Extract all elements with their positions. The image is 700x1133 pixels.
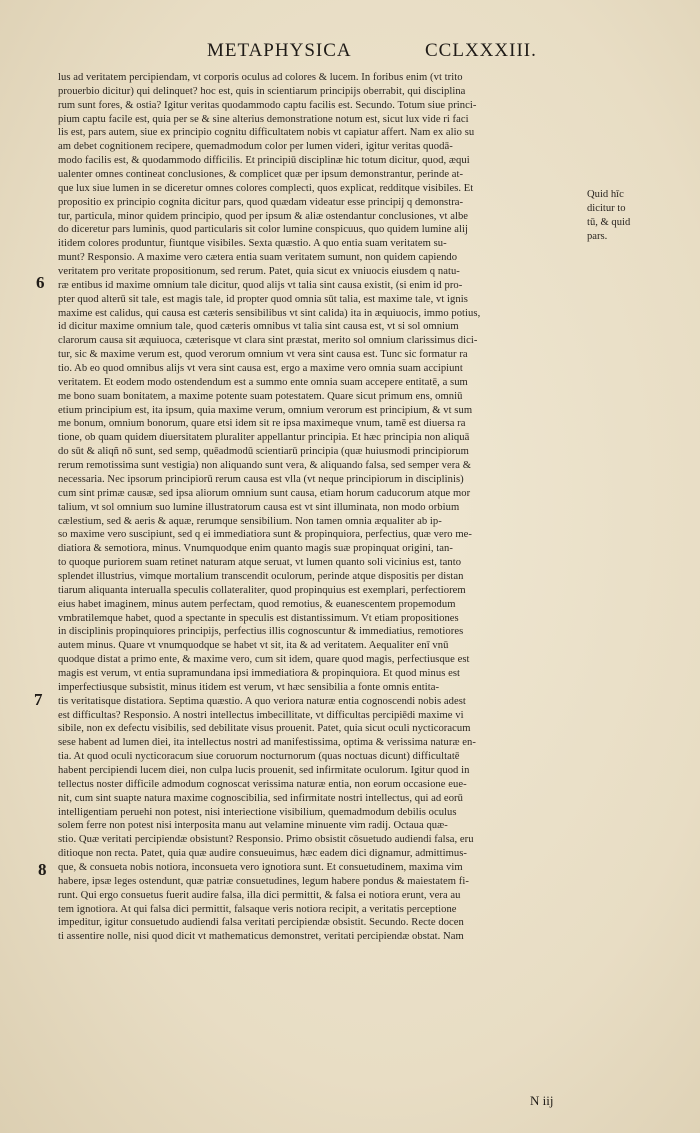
text-line: impeditur, igitur consuetudo audiendi falsa veritati percipiendæ obsistit. Secundo. Recte docen: [58, 917, 464, 929]
text-line: ti assentire nolle, nisi quod dicit vt mathematicus demonstret, veritati percipiendæ obstat. Nam: [58, 931, 464, 943]
text-line: clarorum causa sit æquiuoca, cæterisque vt clara sint præstat, merito sol omnium clarissimus dici-: [58, 335, 478, 347]
text-line: prouerbio dicitur) qui delinquet? hoc est, quis in scientiarum principijs oberrabit, qui disciplina: [58, 85, 466, 97]
marginal-note-line: pars.: [587, 230, 608, 242]
text-line: cum sint primæ causæ, sed ipsa aliorum omnium sunt causa, etiam horum caducorum atque mor: [58, 487, 471, 499]
folio-number: CCLXXXIII.: [425, 40, 537, 61]
text-line: in disciplinis propinquiores principijs, perfectius illis cognoscuntur & immediatius, remotiores: [58, 626, 464, 638]
text-line: ræ entibus id maxime omnium tale dicitur, quod alijs vt talia sint causa existit, (si enim id pro-: [58, 279, 463, 291]
text-line: sibile, non ex defectu visibilis, sed debilitate visus prouenit. Patet, quia sicut oculi nycticoracum: [58, 723, 471, 735]
text-line: que lux siue lumen in se diceretur omnes colores complecti, quos explicat, redditque visibiles. Et: [58, 182, 474, 194]
text-line: propositio ex principio cognita dicitur pars, quod quædam videatur esse principij q demonstra-: [58, 196, 464, 208]
text-line: tellectus noster difficile admodum cognoscat verissima naturæ entia, non eorum occasione eue-: [58, 778, 467, 790]
text-line: pium captu facile est, quia per se & sine alterius demonstratione notum est, sicut lux vide ri faci: [58, 113, 469, 125]
text-line: me bono suam bonitatem, a maxime potente suam potestatem. Quare sicut primum ens, omniū: [58, 390, 463, 402]
marginal-note-line: Quid hīc: [587, 189, 624, 200]
text-line: ualenter omnes contineat conclusiones, & complicet quæ per ipsum demonstrantur, perinde at-: [58, 169, 464, 181]
page-header: [0, 40, 700, 70]
text-line: modo facilis est, & quodammodo difficilis. Et principiū disciplinæ hic totum dicitur, quod, æqui: [58, 155, 470, 167]
text-line: est difficultas? Responsio. A nostri intellectus imbecillitate, vt difficultas percipiēdi maxime vi: [58, 709, 464, 721]
text-line: tia. At quod oculi nycticoracum siue coruorum nocturnorum (quas noctuas dicunt) difficultatē: [58, 751, 460, 763]
margin-number-7: 7: [34, 690, 43, 709]
text-line: tione, ob quam quidem diuersitatem pluraliter appellantur principia. Et hæc principia non aliquā: [58, 432, 470, 444]
text-line: sese habent ad lumen diei, ita intellectus nostri ad manifestissima, optima & verissima naturæ en-: [58, 737, 476, 749]
margin-number-8: 8: [38, 860, 47, 879]
text-line: eius habet imaginem, minus autem perfectam, quod remotius, & euanescentem propemodum: [58, 598, 456, 610]
text-line: tur, sic & maxime verum est, quod verorum omnium vt vera sint causa est. Tunc sic formatur ra: [58, 349, 468, 361]
main-text-block: [58, 71, 578, 944]
text-line: habent percipiendi lucem diei, non culpa lucis prouenit, sed infirmitate oculorum. Igitur quod in: [58, 764, 470, 776]
text-line: runt. Qui ergo consuetus fuerit audire falsa, illa dici permittit, & falsa ei notiora erunt, vera au: [58, 889, 461, 901]
text-line: imperfectiusque subsistit, minus itidem est verum, vt hæc sensibilia a fonte omnis entita-: [58, 681, 440, 693]
text-line: am debet cognitionem recipere, quemadmodum color per lumen videri, igitur veritas quodā-: [58, 141, 453, 153]
text-line: cælestium, sed & aeris & aquæ, rerumque sensibilium. Non tamen omnia æqualiter ab ip-: [58, 515, 442, 527]
text-line: to quoque puriorem suam retinet naturam atque seruat, vt lumen quanto soli vicinius est, tanto: [58, 557, 462, 569]
marginal-note: [587, 188, 657, 244]
text-line: pter quod alterū sit tale, est magis tale, id propter quod omnia sūt talia, est maxime tale, vt ignis: [58, 293, 468, 305]
text-line: solem ferre non potest nisi interposita manu aut velamine minuente vim radij. Octaua quæ-: [58, 820, 448, 832]
text-line: tem ignotiora. At qui falsa dici permittit, falsaque veris notiora recipit, a veritatis perceptione: [58, 903, 457, 915]
text-line: etium principium est, ita ipsum, quia maxime verum, omnium verorum est principium, & vt sum: [58, 404, 473, 416]
text-line: habere, ipsæ leges ostendunt, quæ patriæ consuetudines, legum habere pondus & maiestatem fi-: [58, 875, 469, 887]
text-line: splendet illustrius, vimque mortalium transcendit oculorum, perinde atque dispositis per distan: [58, 570, 464, 582]
text-line: autem minus. Quare vt vnumquodque se habet vt sit, ita & ad veritatem. Aequaliter enī vnū: [58, 640, 449, 652]
text-line: lis est, pars autem, siue ex principio cognitu difficultatem nobis vt capiatur affert. Nam ex alio su: [58, 127, 475, 139]
text-line: so maxime vero suscipiunt, sed q ei immediatiora sunt & propinquiora, perfectius, quæ vero me-: [58, 529, 472, 541]
running-title: METAPHYSICA: [207, 40, 352, 61]
text-line: veritatem. Et eodem modo ostendendum est a summo ente omnia suam accepere entitatē, a sum: [58, 376, 468, 388]
marginal-note-line: dicitur to: [587, 202, 626, 214]
text-line: vmbratilemque habet, quod a spectante in speculis est distantissimum. Vt etiam propositiones: [58, 612, 459, 624]
text-line: tiarum aliquanta interualla speculis collateraliter, quod propinquius est exemplari, perfectiorem: [58, 584, 466, 596]
text-line: do sūt & aliqñ nō sunt, sed semp, quēadmodū scientiarū principia (quæ huiusmodi principiorum: [58, 446, 469, 458]
text-line: necessaria. Nec ipsorum principiorū rerum causa est vlla (vt neque principiorum in disciplinis): [58, 473, 464, 485]
text-line: me bonum, omnium bonorum, quare etsi idem sit re ipsa maximeque vnum, tamē est diuersa ra: [58, 418, 466, 430]
text-line: lus ad veritatem percipiendam, vt corporis oculus ad colores & lucem. In foribus enim (vt trito: [58, 72, 463, 83]
signature-mark: N iij: [530, 1093, 554, 1108]
text-line: talium, vt sol omnium suo lumine illustratorum causa est vt sint illuminata, non modo orbium: [58, 501, 460, 513]
text-line: diatiora & semotiora, minus. Vnumquodque enim quanto magis suæ propinquat origini, tan-: [58, 543, 453, 555]
text-line: veritatem pro veritate propositionum, sed rerum. Patet, quia sicut ex vniuocis eiusdem q natu-: [58, 266, 460, 278]
text-line: tur, particula, minor quidem principio, quod per ipsum & aliæ ostendantur conclusiones, vt albe: [58, 210, 469, 222]
text-line: magis est verum, vt entia supramundana ipsi immediatiora & propinquiora. Et quod minus est: [58, 667, 460, 679]
text-line: id dicitur maxime omnium tale, quod cæteris omnibus vt talia sint causa est, vt si sol omnium: [58, 321, 459, 333]
text-line: do diceretur pars luminis, quod particularis sit color lumine conspicuus, quo quidem lumine alij: [58, 224, 468, 236]
text-line: maxime est calidus, qui causa est cæteris sensibilibus vt sint calida) ita in æquiuocis, immo potius,: [58, 307, 481, 319]
text-line: itidem colores produntur, fiuntque visibiles. Sexta quæstio. A quo entia suam veritatem su-: [58, 238, 447, 250]
text-line: munt? Responsio. A maxime vero cætera entia suam veritatem sumunt, non quidem capiendo: [58, 252, 458, 264]
text-line: nit, cum sint suapte natura maxime cognoscibilia, sed infirmitate nostri intellectus, qui ad eorū: [58, 792, 463, 804]
marginal-note-line: tū, & quid: [587, 216, 631, 228]
text-line: intelligentiam peruehi non potest, nisi interiectione visibilium, quemadmodum debilis oculus: [58, 806, 457, 818]
text-line: que, & consueta nobis notiora, inconsueta vero ignotiora sunt. Et consuetudinem, maxima vim: [58, 861, 463, 873]
text-line: rum sunt fores, & ostia? Igitur veritas quodammodo captu facilis est. Secundo. Totum siue princi-: [58, 99, 477, 111]
text-line: rerum remotissima sunt vestigia) non aliquando sunt vera, & aliquando falsa, sed semper vera &: [58, 460, 472, 472]
margin-number-6: 6: [36, 273, 45, 292]
text-line: ditioque non recta. Patet, quia quæ audire consueuimus, hæc eadem dici dignamur, admittimus-: [58, 848, 467, 860]
text-line: stio. Quæ veritati percipiendæ obsistunt? Responsio. Primo obsistit cōsuetudo audiendi falsa, eru: [58, 834, 474, 846]
text-line: tis veritatisque distatiora. Septima quæstio. A quo veriora naturæ entia cognoscendi nobis adest: [58, 695, 466, 707]
text-line: quodque distat a primo ente, & maxime vero, cum sit idem, quare quod magis, perfectiusque est: [58, 654, 470, 666]
text-line: tio. Ab eo quod omnibus alijs vt vera sint causa est, ergo a maxime vero omnia suam accipiunt: [58, 363, 463, 375]
